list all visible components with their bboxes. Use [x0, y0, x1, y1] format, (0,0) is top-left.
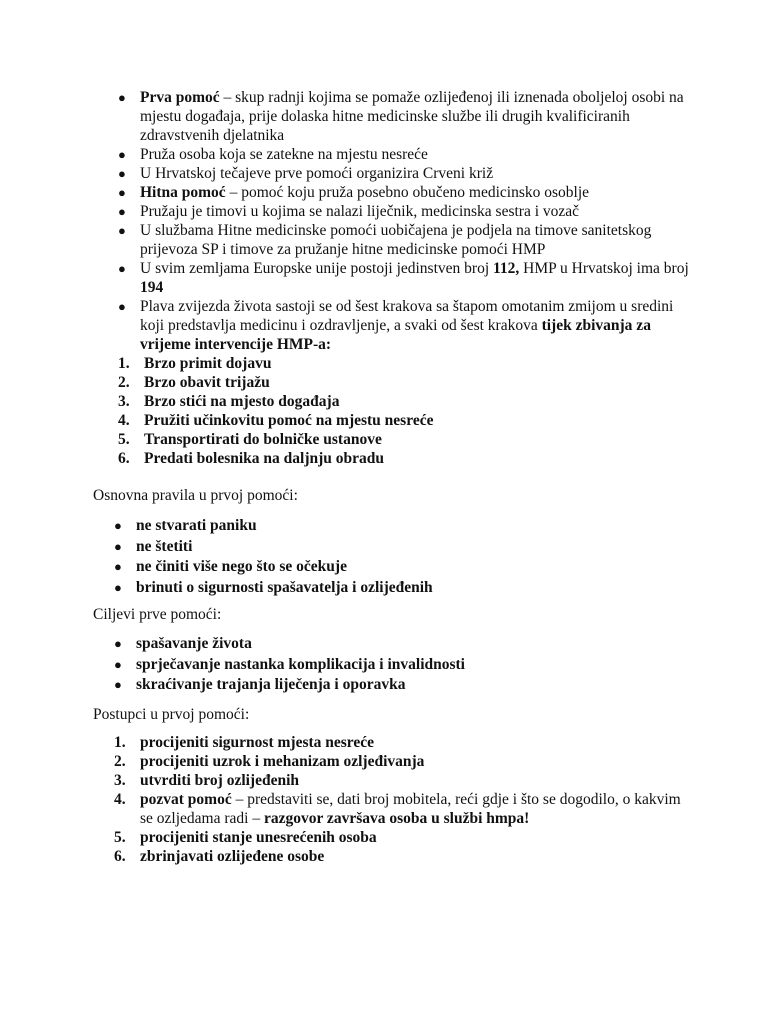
item-text: U službama Hitne medicinske pomoći uobičajena je podjela na timove sanitetskog prijevoza SP i timove za pružanje hitne medicinske pomoći HMP: [140, 222, 652, 258]
item-text: U svim zemljama Europske unije postoji jedinstven broj: [140, 260, 493, 277]
bullet-icon: ●: [118, 147, 126, 162]
procedure-step: [114, 733, 686, 752]
step-text: – predstaviti se, dati broj mobitela, reći gdje i što se dogodilo, o kakvim se ozljedama radi –: [140, 791, 681, 827]
bullet-icon: ●: [118, 299, 126, 314]
bullet-icon: ●: [114, 579, 122, 595]
bullet-icon: ●: [118, 261, 126, 276]
procedure-step: [114, 828, 686, 847]
bullet-icon: ●: [118, 185, 126, 200]
goals-list: [114, 634, 694, 696]
step-text: Transportirati do bolničke ustanove: [144, 431, 382, 448]
step-text: Brzo primit dojavu: [144, 355, 272, 372]
step-text: Brzo obavit trijažu: [144, 374, 270, 391]
list-item: [114, 655, 694, 674]
list-item: [118, 221, 698, 259]
hmp-step: [118, 411, 698, 430]
intro-bullet-list: [118, 88, 698, 468]
hmp-step: [118, 373, 698, 392]
list-item: [114, 675, 694, 694]
item-text: ne štetiti: [136, 537, 193, 555]
item-text: skraćivanje trajanja liječenja i oporavka: [136, 676, 406, 693]
bullet-icon: ●: [114, 636, 122, 651]
list-item: [118, 259, 698, 297]
bullet-icon: ●: [114, 656, 122, 672]
bullet-icon: ●: [114, 538, 122, 554]
procedure-step: [114, 771, 686, 790]
rules-list: [114, 516, 694, 598]
item-text: Pruža osoba koja se zatekne na mjestu nesreće: [140, 146, 428, 163]
step-number: 3.: [114, 772, 126, 789]
step-number: 5.: [114, 829, 126, 846]
item-text: – skup radnji kojima se pomaže ozlijeđenoj ili iznenada oboljeloj osobi na mjestu događaja, prije dolaska hitne medicinske službe ili drugih kvalificiranih zdravstvenih djelatnika: [140, 89, 684, 144]
list-item: [114, 578, 694, 597]
bullet-icon: ●: [114, 677, 122, 692]
procedure-step: [114, 790, 686, 828]
item-text: brinuti o sigurnosti spašavatelja i ozlijeđenih: [136, 578, 433, 596]
item-text: ne stvarati paniku: [136, 517, 257, 534]
bullet-icon: ●: [118, 204, 126, 219]
item-text: 194: [140, 279, 164, 296]
step-number: 4.: [118, 412, 130, 429]
step-number: 4.: [114, 791, 126, 808]
step-text: Pružiti učinkovitu pomoć na mjestu nesreće: [144, 412, 434, 429]
step-text: procijeniti sigurnost mjesta nesreće: [140, 734, 375, 751]
item-text: – pomoć koju pruža posebno obučeno medicinsko osoblje: [225, 184, 590, 201]
hmp-step: [118, 354, 698, 373]
item-text: Plava zvijezda života sastoji se od šest krakova sa štapom omotanim zmijom u sredini koji predstavlja medicinu i ozdravljenje, a svaki od šest krakova: [140, 298, 674, 334]
list-item: [118, 164, 698, 183]
step-text: pozvat pomoć: [140, 791, 232, 808]
list-item: [114, 537, 694, 556]
step-text: razgovor završava osoba u službi hmpa!: [263, 810, 530, 827]
item-text: Prva pomoć: [140, 89, 220, 106]
list-item: [118, 297, 698, 354]
item-text: Pružaju je timovi u kojima se nalazi liječnik, medicinska sestra i vozač: [140, 203, 580, 220]
step-text: procijeniti uzrok i mehanizam ozljeđivanja: [140, 753, 425, 770]
procedures-list: [114, 733, 686, 866]
hmp-step: [118, 392, 698, 411]
step-text: Brzo stići na mjesto događaja: [144, 393, 340, 410]
procedures-heading: Postupci u prvoj pomoći:: [93, 706, 250, 723]
item-text: sprječavanje nastanka komplikacija i invalidnosti: [136, 655, 465, 673]
list-item: [114, 634, 694, 653]
goals-heading: Ciljevi prve pomoći:: [93, 606, 222, 623]
bullet-icon: ●: [114, 518, 122, 533]
list-item: [118, 145, 698, 164]
step-number: 1.: [114, 734, 126, 751]
step-number: 5.: [118, 431, 130, 448]
step-number: 3.: [118, 393, 130, 410]
list-item: [118, 183, 698, 202]
item-text: spašavanje života: [136, 635, 252, 652]
step-number: 6.: [118, 450, 130, 467]
step-text: utvrditi broj ozlijeđenih: [140, 772, 300, 789]
hmp-step: [118, 449, 698, 468]
step-text: zbrinjavati ozlijeđene osobe: [140, 848, 325, 865]
step-number: 2.: [118, 374, 130, 391]
list-item: [118, 202, 698, 221]
list-item: [114, 557, 694, 576]
hmp-step: [118, 430, 698, 449]
step-text: Predati bolesnika na daljnju obradu: [144, 450, 385, 467]
item-text: Hitna pomoć: [140, 184, 226, 201]
step-number: 6.: [114, 848, 126, 865]
item-text: 112,: [493, 260, 520, 277]
hmp-steps-list: [118, 354, 698, 468]
bullet-icon: ●: [118, 90, 126, 105]
step-text: procijeniti stanje unesrećenih osoba: [140, 829, 377, 846]
step-number: 1.: [118, 355, 130, 372]
item-text: tijek zbivanja za vrijeme intervencije HMP-a:: [140, 317, 651, 353]
bullet-icon: ●: [118, 166, 126, 181]
bullet-icon: ●: [114, 559, 122, 574]
rules-heading: Osnovna pravila u prvoj pomoći:: [93, 487, 298, 504]
list-item: [118, 88, 698, 145]
item-text: U Hrvatskoj tečajeve prve pomoći organizira Crveni križ: [140, 165, 494, 182]
step-number: 2.: [114, 753, 126, 770]
item-text: ne činiti više nego što se očekuje: [136, 558, 347, 575]
item-text: HMP u Hrvatskoj ima broj: [519, 260, 689, 277]
list-item: [114, 516, 694, 535]
bullet-icon: ●: [118, 223, 126, 238]
procedure-step: [114, 752, 686, 771]
procedure-step: [114, 847, 686, 866]
